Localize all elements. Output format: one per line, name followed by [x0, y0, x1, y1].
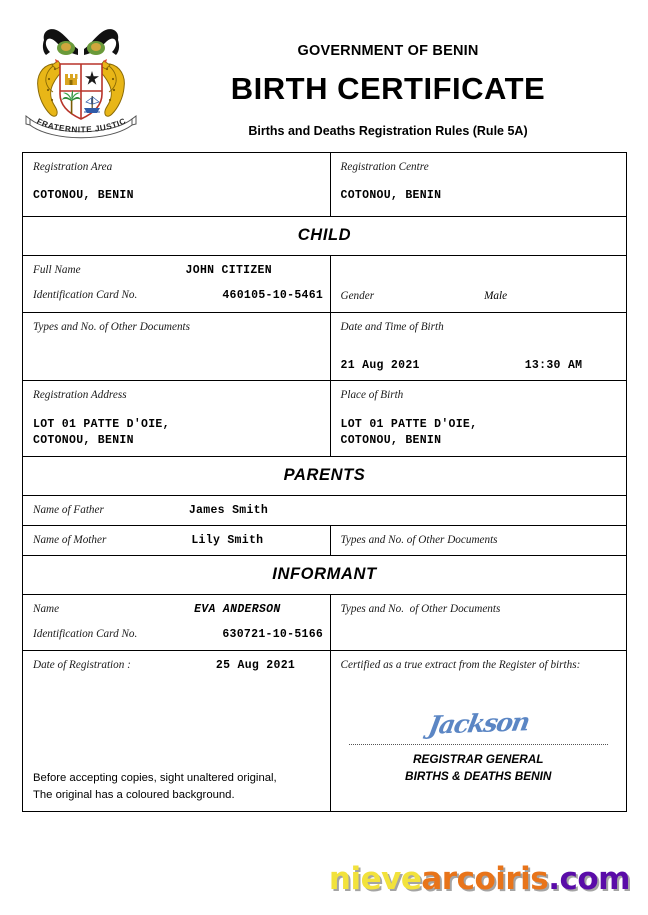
- watermark-part-arcoiris: arcoiris: [421, 861, 549, 897]
- registration-date-pair: [33, 659, 320, 672]
- parents-other-documents-cell: [331, 526, 626, 555]
- mother-pair: [33, 534, 320, 547]
- registration-centre-label: Registration Centre: [340, 161, 429, 173]
- informant-section-band: [23, 556, 626, 595]
- father-value: James Smith: [188, 504, 269, 518]
- child-identity-row: [23, 256, 626, 313]
- certificate-table: [22, 152, 627, 812]
- registration-date-value: 25 Aug 2021: [215, 659, 296, 673]
- informant-name-value: EVA ANDERSON: [194, 603, 281, 617]
- registration-area-label: Registration Area: [33, 161, 113, 173]
- site-watermark: [329, 861, 630, 897]
- father-row: [23, 496, 626, 526]
- parents-other-documents-label: Types and No. of Other Documents: [340, 534, 498, 547]
- rule-reference: Births and Deaths Registration Rules (Rule 5A): [248, 124, 528, 138]
- registration-date-cell: [23, 651, 331, 811]
- child-gender-label: Gender: [340, 290, 375, 302]
- child-full-name-pair: [33, 264, 320, 277]
- informant-id-card-label: Identification Card No.: [33, 628, 138, 641]
- certification-row: [23, 651, 626, 811]
- document-header: [0, 0, 648, 150]
- child-birth-date-value: 21 Aug 2021: [340, 359, 420, 372]
- informant-other-documents-label: Types and No. of Other Documents: [340, 603, 501, 616]
- header-text-block: [148, 0, 628, 138]
- mother-label: Name of Mother: [33, 534, 107, 547]
- child-identity-cell: [23, 256, 331, 312]
- informant-name-label: Name: [33, 603, 60, 616]
- child-section-title: CHILD: [297, 226, 352, 244]
- informant-identity-row: [23, 595, 626, 651]
- informant-id-card-pair: [33, 628, 324, 642]
- mother-row: [23, 526, 626, 556]
- registration-address-label: Registration Address: [33, 389, 127, 401]
- registration-address-cell: [23, 381, 331, 456]
- child-gender-cell: [331, 256, 626, 312]
- child-id-card-label: Identification Card No.: [33, 289, 138, 301]
- registration-area-cell: [23, 153, 331, 216]
- parents-section-band: [23, 457, 626, 496]
- svg-text:FRATERNITE JUSTICE TRAVAIL: FRATERNITE JUSTIC: [35, 116, 128, 135]
- registrar-signature: Jackson: [425, 707, 531, 740]
- child-birth-datetime-values: [341, 359, 616, 372]
- copy-disclaimer: Before accepting copies, sight unaltered original, The original has a coloured background.: [33, 772, 277, 801]
- registration-row: [23, 153, 626, 217]
- page-title: BIRTH CERTIFICATE: [230, 71, 546, 106]
- father-label: Name of Father: [33, 504, 104, 517]
- signature-line: [349, 744, 608, 745]
- mother-value: Lily Smith: [191, 534, 264, 548]
- informant-id-card-value: 630721-10-5166: [222, 628, 324, 642]
- benin-coat-of-arms-icon: [22, 24, 140, 142]
- informant-other-documents-cell: [331, 595, 626, 650]
- child-documents-row: [23, 313, 626, 381]
- parents-section-title: PARENTS: [283, 466, 366, 485]
- child-id-card-pair: [33, 289, 324, 302]
- registration-centre-cell: [331, 153, 626, 216]
- child-id-card-value: 460105-10-5461: [222, 289, 324, 302]
- child-birth-datetime-label: Date and Time of Birth: [340, 321, 444, 333]
- certification-cell: [331, 651, 626, 811]
- child-gender-pair: [341, 290, 616, 302]
- watermark-part-com: .com: [548, 861, 630, 897]
- father-cell: [23, 496, 626, 525]
- informant-identity-cell: [23, 595, 331, 650]
- child-address-row: [23, 381, 626, 457]
- child-birth-time-value: 13:30 AM: [524, 359, 583, 372]
- place-of-birth-label: Place of Birth: [340, 389, 404, 401]
- child-gender-value: Male: [484, 290, 508, 302]
- informant-name-pair: [33, 603, 320, 616]
- child-full-name-label: Full Name: [33, 264, 81, 276]
- registration-area-value: COTONOU, BENIN: [33, 189, 134, 202]
- child-section-band: [23, 217, 626, 256]
- place-of-birth-cell: [331, 381, 626, 456]
- child-other-documents-cell: [23, 313, 331, 380]
- child-birth-datetime-cell: [331, 313, 626, 380]
- child-full-name-value: JOHN CITIZEN: [185, 264, 272, 277]
- informant-section-title: INFORMANT: [272, 565, 377, 584]
- signature-area: [341, 709, 616, 785]
- government-line: GOVERNMENT OF BENIN: [297, 43, 479, 59]
- registration-date-label: Date of Registration :: [33, 659, 131, 672]
- father-pair: [33, 504, 616, 517]
- place-of-birth-value: LOT 01 PATTE D'OIE, COTONOU, BENIN: [340, 418, 478, 447]
- registration-centre-value: COTONOU, BENIN: [340, 189, 442, 202]
- watermark-part-nieve: nieve: [328, 861, 422, 897]
- certified-extract-label: Certified as a true extract from the Register of births:: [340, 659, 581, 672]
- registration-address-value: LOT 01 PATTE D'OIE, COTONOU, BENIN: [33, 418, 170, 447]
- child-other-documents-label: Types and No. of Other Documents: [33, 321, 191, 333]
- registrar-caption: REGISTRAR GENERAL BIRTHS & DEATHS BENIN: [405, 752, 552, 784]
- mother-cell: [23, 526, 331, 555]
